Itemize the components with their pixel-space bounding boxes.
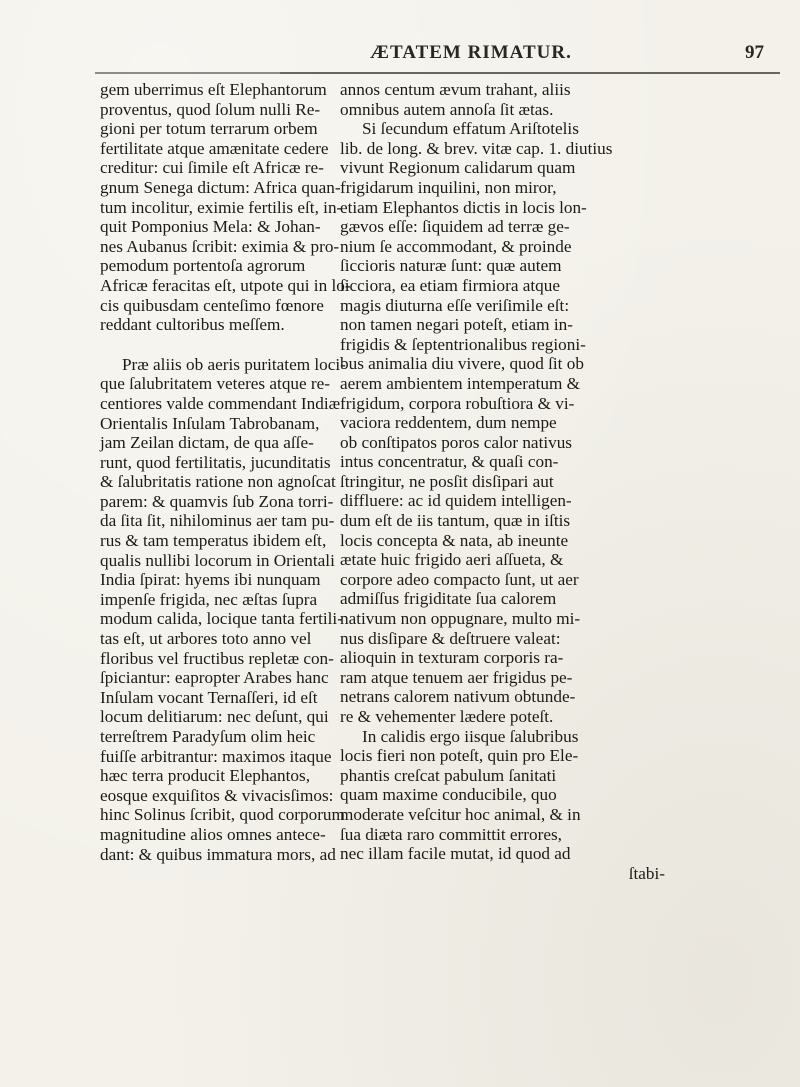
text-line: annos centum ævum trahant, aliis [340, 80, 571, 99]
text-line: phantis creſcat pabulum ſanitati [340, 765, 557, 785]
text-line: gem uberrimus eſt Elephantorum [100, 80, 327, 99]
text-line: locum delitiarum: nec deſunt, qui [100, 707, 329, 727]
header-rule [280, 72, 780, 74]
paragraph-start-line: Præ aliis ob aeris puritatem loci- [122, 354, 346, 374]
text-line: que ſalubritatem veteres atque re- [100, 374, 331, 394]
text-line: ſua diæta raro committit errores, [340, 824, 562, 844]
text-line: magis diuturna eſſe veriſimile eſt: [340, 295, 570, 315]
text-line: da ſita ſit, nihilominus aer tam pu- [100, 511, 335, 531]
text-line: impenſe frigida, nec æſtas ſupra [100, 589, 318, 609]
text-line: creditur: cui ſimile eſt Africæ re- [100, 158, 324, 178]
text-line: India ſpirat: hyems ibi nunquam [100, 570, 321, 590]
text-line: hæc terra producit Elephantos, [100, 766, 311, 786]
right-text-column [340, 80, 675, 883]
text-line: omnibus autem annoſa ſit ætas. [340, 99, 554, 119]
text-line: bus animalia diu vivere, quod ſit ob [340, 354, 584, 374]
text-line: nativum non oppugnare, multo mi- [340, 609, 581, 629]
text-line: quit Pomponius Mela: & Johan- [100, 217, 321, 237]
text-line: tum incolitur, eximie fertilis eſt, in- [100, 197, 343, 217]
text-line: Orientalis Inſulam Tabrobanam, [100, 413, 320, 433]
text-line: magnitudine alios omnes antece- [100, 824, 326, 844]
text-line: vivunt Regionum calidarum quam [340, 158, 576, 178]
text-line: floribus vel fructibus repletæ con- [100, 648, 334, 668]
text-line: diffluere: ac id quidem intelligen- [340, 491, 572, 511]
text-line: gnum Senega dictum: Africa quan- [100, 177, 341, 197]
text-line: gævos eſſe: ſiquidem ad terræ ge- [340, 217, 570, 237]
text-line: tas eſt, ut arbores toto anno vel [100, 629, 312, 649]
text-line: runt, quod fertilitatis, jucunditatis [100, 452, 331, 472]
text-line: pemodum portentoſa agrorum [100, 256, 306, 276]
paragraph-start-line: In calidis ergo iisque ſalubribus [362, 726, 579, 746]
text-line: ob conſtipatos poros calor nativus [340, 432, 572, 452]
text-line: etiam Elephantos dictis in locis lon- [340, 197, 587, 217]
text-line: gioni per totum terrarum orbem [100, 119, 318, 139]
text-line: nec illam facile mutat, id quod ad [340, 844, 571, 864]
text-line: hinc Solinus ſcribit, quod corporum [100, 805, 345, 825]
text-line: lib. de long. & brev. vitæ cap. 1. diutius [340, 138, 613, 158]
text-line: parem: & quamvis ſub Zona torri- [100, 491, 334, 511]
text-line: reddant cultoribus meſſem. [100, 315, 285, 335]
text-line: terreſtrem Paradyſum olim heic [100, 727, 316, 746]
text-line: jam Zeilan dictam, de qua aſſe- [100, 433, 314, 453]
text-line: locis concepta & nata, ab ineunte [340, 530, 569, 550]
text-line: moderate veſcitur hoc animal, & in [340, 804, 581, 824]
text-line: frigidarum inquilini, non miror, [340, 177, 557, 197]
text-line: fuiſſe arbitrantur: maximos itaque [100, 746, 332, 766]
text-line: locis fieri non poteſt, quin pro Ele- [340, 746, 579, 766]
text-line: ætate huic frigido aeri aſſueta, & [340, 550, 564, 570]
running-head [0, 42, 800, 82]
text-line: ſpiciantur: eapropter Arabes hanc [100, 668, 329, 688]
text-line: & ſalubritatis ratione non agnoſcat [100, 472, 336, 492]
text-line: admiſſus frigiditate ſua calorem [340, 589, 557, 609]
text-line: corpore adeo compacto ſunt, ut aer [340, 569, 579, 589]
text-line: quam maxime conducibile, quo [340, 785, 557, 805]
text-line: ſiccioris naturæ ſunt: quæ autem [340, 256, 562, 276]
text-line: non tamen negari poteſt, etiam in- [340, 315, 573, 335]
text-line: centiores valde commendant Indiæ [100, 393, 341, 413]
text-line: fertilitate atque amænitate cedere [100, 138, 329, 158]
text-line: nes Aubanus ſcribit: eximia & pro- [100, 236, 340, 256]
text-line: frigidum, corpora robuſtiora & vi- [340, 393, 575, 413]
text-line: Africæ feracitas eſt, utpote qui in lo- [100, 275, 351, 295]
text-line: vaciora reddentem, dum nempe [340, 413, 557, 433]
header-rule-left [95, 72, 280, 74]
running-title: ÆTATEM RIMATUR. [370, 42, 572, 63]
text-line: re & vehementer lædere poteſt. [340, 707, 554, 726]
text-line: dum eſt de iis tantum, quæ in iſtis [340, 511, 571, 531]
text-line: ſtringitur, ne posſit disſipari aut [340, 471, 554, 491]
text-line: intus concentratur, & quaſi con- [340, 452, 559, 472]
text-line: netrans calorem nativum obtunde- [340, 687, 576, 707]
text-line: ram atque tenuem aer frigidus pe- [340, 667, 573, 687]
text-line: proventus, quod ſolum nulli Re- [100, 99, 321, 119]
catchword: ſtabi- [628, 863, 665, 883]
text-line: alioquin in texturam corporis ra- [340, 648, 564, 668]
left-text-column [100, 80, 351, 864]
text-line: aerem ambientem intemperatum & [340, 373, 581, 393]
text-line: modum calida, locique tanta fertili- [100, 609, 343, 629]
text-line: nus disſipare & deſtruere valeat: [340, 628, 561, 648]
text-line: ſicciora, ea etiam firmiora atque [340, 275, 560, 295]
text-line: Inſulam vocant Ternaſſeri, id eſt [100, 687, 318, 707]
text-line: cis quibusdam centeſimo fœnore [100, 295, 324, 315]
paragraph-start-line: Si ſecundum effatum Ariſtotelis [362, 119, 579, 139]
text-line: frigidis & ſeptentrionalibus regioni- [340, 334, 586, 354]
text-line: dant: & quibus immatura mors, ad [100, 844, 336, 864]
text-line: qualis nullibi locorum in Orientali [100, 550, 335, 570]
text-line: nium ſe accommodant, & proinde [340, 236, 572, 256]
page-number: 97 [745, 42, 764, 63]
text-line: rus & tam temperatus ibidem eſt, [100, 531, 327, 551]
text-line: eosque exquiſitos & vivacisſimos: [100, 785, 334, 805]
